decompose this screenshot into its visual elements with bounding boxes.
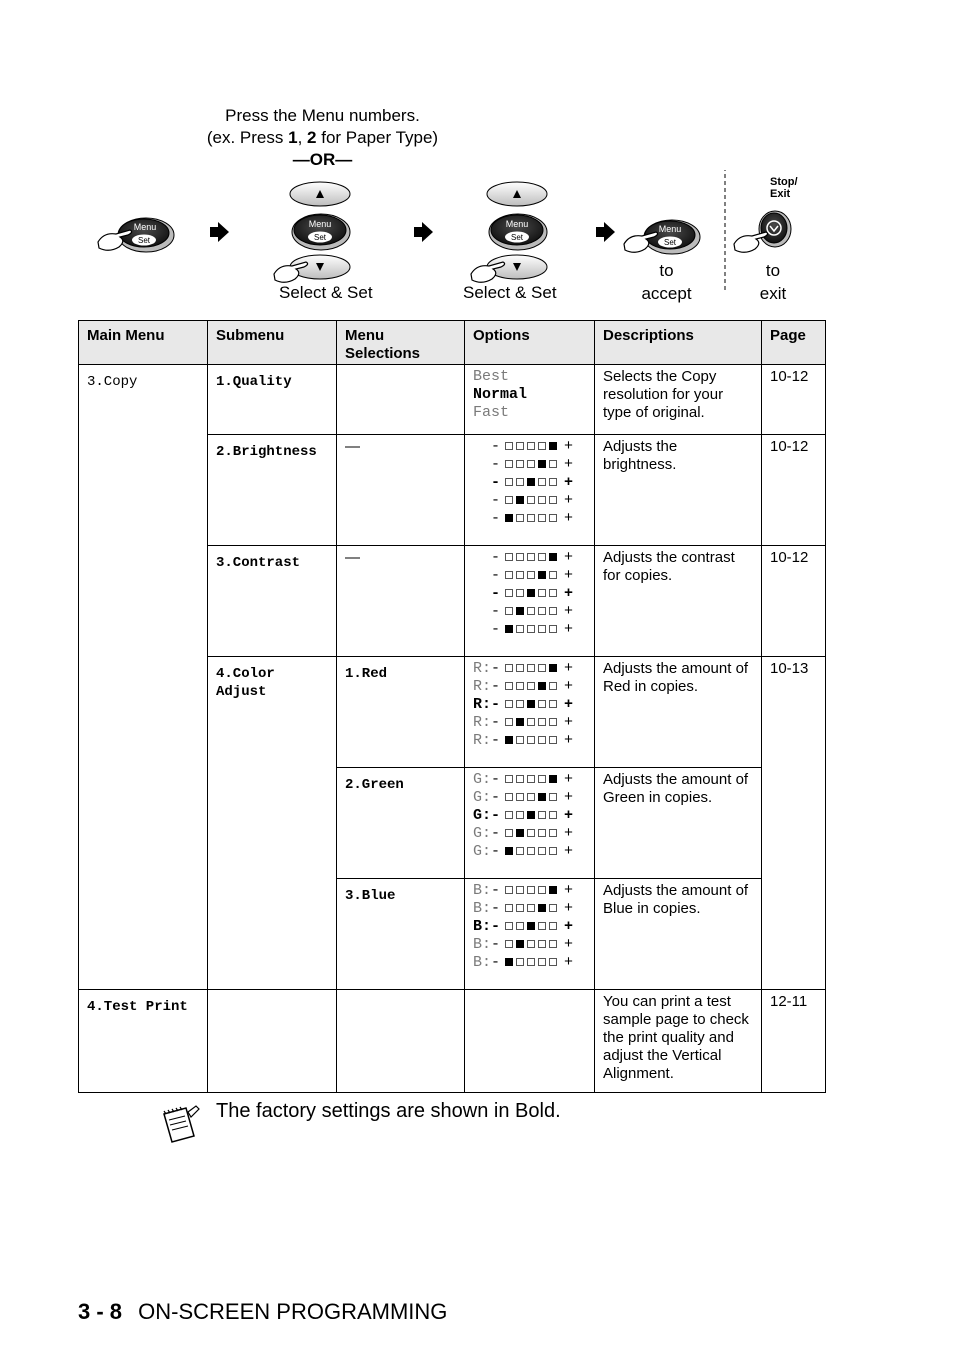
scale-dot — [505, 442, 513, 450]
blue-scale — [465, 879, 595, 990]
scale-dot — [505, 736, 513, 744]
scale-dot — [505, 922, 513, 930]
scale-prefix: B: — [473, 918, 492, 935]
scale-plus: + — [564, 549, 574, 566]
quality-options — [465, 365, 595, 435]
scale-level-row — [473, 771, 586, 789]
scale-plus: + — [564, 882, 574, 899]
red-scale — [465, 657, 595, 768]
scale-dot — [549, 571, 557, 579]
scale-dot — [527, 514, 535, 522]
scale-dot — [527, 625, 535, 633]
scale-plus: + — [564, 678, 574, 695]
svg-text:Set: Set — [313, 233, 327, 242]
scale-dot — [505, 811, 513, 819]
scale-plus: + — [564, 771, 574, 788]
scale-prefix: R: — [473, 696, 492, 713]
scale-minus: - — [491, 603, 501, 620]
scale-dot — [549, 793, 557, 801]
scale-dot — [505, 589, 513, 597]
scale-dot — [527, 793, 535, 801]
svg-text:Menu: Menu — [308, 219, 332, 229]
key-sequence-diagram — [90, 170, 830, 290]
footer — [78, 1299, 447, 1325]
empty-cell — [208, 990, 337, 1093]
scale-dot — [516, 553, 524, 561]
scale-dot — [549, 460, 557, 468]
scale-dot — [527, 718, 535, 726]
scale-dot — [505, 700, 513, 708]
option-normal: Normal — [473, 386, 528, 403]
scale-minus: - — [491, 510, 501, 527]
scale-dot — [549, 700, 557, 708]
scale-dot — [538, 775, 546, 783]
scale-dot — [527, 829, 535, 837]
scale-dot — [516, 811, 524, 819]
copy-menu-table — [78, 320, 826, 1093]
selection-cell — [337, 365, 465, 435]
main-menu-copy: 3.Copy — [79, 365, 208, 990]
scale-minus: - — [491, 732, 501, 749]
scale-dot — [549, 736, 557, 744]
scale-plus: + — [564, 585, 574, 602]
scale-dot — [516, 829, 524, 837]
svg-text:Set: Set — [510, 233, 524, 242]
scale-minus: - — [491, 585, 501, 602]
option-fast: Fast — [473, 404, 510, 421]
scale-plus: + — [564, 696, 574, 713]
scale-plus: + — [564, 732, 574, 749]
scale-dot — [538, 607, 546, 615]
scale-dot — [549, 514, 557, 522]
exit-label: Exit — [770, 188, 791, 200]
scale-minus: - — [491, 807, 501, 824]
scale-plus: + — [564, 492, 574, 509]
scale-dot — [549, 958, 557, 966]
selection-brightness: — — [337, 435, 465, 546]
empty-cell — [465, 990, 595, 1093]
set-key-label: Set — [137, 236, 151, 245]
scale-dot — [505, 664, 513, 672]
scale-level-row — [473, 882, 586, 900]
scale-dot — [527, 571, 535, 579]
submenu-color-adjust: 4.Color Adjust — [208, 657, 337, 990]
table-row — [79, 990, 826, 1093]
scale-dot — [538, 664, 546, 672]
scale-dot — [549, 478, 557, 486]
scale-dot — [527, 442, 535, 450]
scale-dot — [538, 793, 546, 801]
scale-dot — [505, 571, 513, 579]
scale-level-row — [473, 696, 586, 714]
scale-dot — [516, 625, 524, 633]
scale-dot — [505, 775, 513, 783]
scale-dot — [505, 958, 513, 966]
scale-dot — [527, 664, 535, 672]
scale-dot — [527, 607, 535, 615]
scale-level-row — [473, 918, 586, 936]
scale-plus: + — [564, 843, 574, 860]
scale-dot — [516, 922, 524, 930]
scale-level-row — [473, 900, 586, 918]
scale-dot — [505, 940, 513, 948]
brightness-scale — [465, 435, 595, 546]
scale-dot — [527, 847, 535, 855]
scale-dot — [516, 793, 524, 801]
scale-dot — [538, 811, 546, 819]
description-red: Adjusts the amount of Red in copies. — [595, 657, 762, 768]
scale-level-row — [473, 714, 586, 732]
scale-dot — [505, 682, 513, 690]
submenu-contrast: 3.Contrast — [208, 546, 337, 657]
submenu-quality: 1.Quality — [208, 365, 337, 435]
scale-dot — [538, 940, 546, 948]
scale-prefix: G: — [473, 789, 492, 806]
scale-minus: - — [491, 843, 501, 860]
scale-dot — [549, 847, 557, 855]
scale-dot — [538, 922, 546, 930]
scale-dot — [527, 736, 535, 744]
scale-dot — [516, 700, 524, 708]
scale-prefix: G: — [473, 771, 492, 788]
scale-dot — [516, 958, 524, 966]
scale-dot — [527, 940, 535, 948]
scale-level-row — [491, 603, 586, 621]
scale-dot — [538, 478, 546, 486]
scale-minus: - — [491, 789, 501, 806]
navigation-keys-2 — [471, 182, 547, 282]
arrow-right-icon — [596, 222, 615, 242]
scale-dot — [549, 553, 557, 561]
scale-minus: - — [491, 714, 501, 731]
scale-dot — [549, 664, 557, 672]
scale-plus: + — [564, 474, 574, 491]
scale-dot — [538, 736, 546, 744]
scale-dot — [538, 829, 546, 837]
scale-dot — [516, 847, 524, 855]
scale-level-row — [491, 492, 586, 510]
scale-minus: - — [491, 621, 501, 638]
svg-text:Menu: Menu — [505, 219, 529, 229]
scale-prefix: R: — [473, 678, 492, 695]
contrast-scale — [465, 546, 595, 657]
option-best: Best — [473, 368, 510, 385]
scale-plus: + — [564, 456, 574, 473]
scale-dot — [538, 496, 546, 504]
scale-dot — [505, 478, 513, 486]
scale-dot — [538, 625, 546, 633]
caption-select-set-2: Select & Set — [463, 283, 557, 302]
arrow-right-icon — [210, 222, 229, 242]
scale-dot — [505, 904, 513, 912]
scale-level-row — [491, 567, 586, 585]
scale-dot — [527, 958, 535, 966]
scale-plus: + — [564, 621, 574, 638]
scale-dot — [527, 775, 535, 783]
description-blue: Adjusts the amount of Blue in copies. — [595, 879, 762, 990]
scale-dot — [527, 922, 535, 930]
scale-dot — [538, 718, 546, 726]
scale-minus: - — [491, 918, 501, 935]
scale-dot — [527, 496, 535, 504]
scale-minus: - — [491, 660, 501, 677]
navigation-keys-1 — [274, 182, 350, 282]
header-descriptions: Descriptions — [595, 321, 762, 365]
scale-dot — [505, 847, 513, 855]
scale-prefix: B: — [473, 936, 492, 953]
arrow-right-icon — [414, 222, 433, 242]
menu-set-key-accept — [624, 220, 700, 254]
description-quality: Selects the Copy resolution for your type of original. — [595, 365, 762, 435]
scale-dot — [505, 625, 513, 633]
scale-dot — [549, 682, 557, 690]
pointing-hand-icon — [734, 232, 768, 252]
scale-level-row — [473, 678, 586, 696]
scale-dot — [516, 460, 524, 468]
scale-minus: - — [491, 825, 501, 842]
instruction-line-2: (ex. Press 1, 2 for Paper Type) — [206, 128, 439, 147]
scale-dot — [505, 793, 513, 801]
scale-minus: - — [491, 771, 501, 788]
scale-minus: - — [491, 678, 501, 695]
scale-dot — [549, 607, 557, 615]
scale-dot — [516, 571, 524, 579]
submenu-brightness: 2.Brightness — [208, 435, 337, 546]
scale-dot — [538, 847, 546, 855]
scale-prefix: G: — [473, 825, 492, 842]
scale-dot — [549, 496, 557, 504]
scale-dot — [538, 460, 546, 468]
scale-level-row — [473, 843, 586, 861]
description-test-print: You can print a test sample page to check the print quality and adjust the Vertical Alignment. — [595, 990, 762, 1093]
scale-dot — [538, 700, 546, 708]
scale-prefix: B: — [473, 882, 492, 899]
scale-dot — [527, 811, 535, 819]
scale-dot — [549, 940, 557, 948]
scale-dot — [549, 829, 557, 837]
green-scale — [465, 768, 595, 879]
page-number: 3 - 8 — [78, 1299, 123, 1324]
scale-dot — [516, 514, 524, 522]
instruction-block — [180, 105, 465, 171]
scale-dot — [549, 625, 557, 633]
note-text: The factory settings are shown in Bold. — [216, 1100, 561, 1122]
scale-plus: + — [564, 807, 574, 824]
scale-plus: + — [564, 660, 574, 677]
or-label: —OR— — [292, 150, 353, 169]
svg-text:Menu: Menu — [658, 224, 682, 234]
scale-dot — [538, 886, 546, 894]
stop-exit-key — [734, 176, 798, 252]
scale-dot — [516, 886, 524, 894]
scale-level-row — [491, 456, 586, 474]
scale-dot — [527, 904, 535, 912]
scale-plus: + — [564, 603, 574, 620]
scale-level-row — [473, 825, 586, 843]
scale-minus: - — [491, 900, 501, 917]
header-submenu: Submenu — [208, 321, 337, 365]
page-test-print: 12-11 — [762, 990, 826, 1093]
scale-dot — [549, 718, 557, 726]
scale-dot — [549, 811, 557, 819]
scale-dot — [527, 478, 535, 486]
scale-level-row — [491, 549, 586, 567]
scale-plus: + — [564, 789, 574, 806]
caption-to-exit: to exit — [759, 261, 787, 303]
scale-plus: + — [564, 900, 574, 917]
caption-select-set-1: Select & Set — [279, 283, 373, 302]
caption-to-accept: to accept — [641, 261, 692, 303]
scale-prefix: B: — [473, 900, 492, 917]
scale-minus: - — [491, 438, 501, 455]
scale-dot — [527, 589, 535, 597]
scale-dot — [538, 553, 546, 561]
scale-prefix: G: — [473, 807, 492, 824]
scale-dot — [538, 904, 546, 912]
scale-level-row — [491, 438, 586, 456]
scale-dot — [516, 442, 524, 450]
page-contrast: 10-12 — [762, 546, 826, 657]
scale-dot — [516, 607, 524, 615]
scale-minus: - — [491, 456, 501, 473]
scale-dot — [516, 478, 524, 486]
svg-text:Set: Set — [663, 238, 677, 247]
empty-cell — [337, 990, 465, 1093]
scale-dot — [505, 553, 513, 561]
scale-plus: + — [564, 510, 574, 527]
scale-dot — [549, 442, 557, 450]
scale-dot — [505, 718, 513, 726]
scale-plus: + — [564, 936, 574, 953]
scale-dot — [516, 682, 524, 690]
scale-plus: + — [564, 918, 574, 935]
scale-dot — [549, 904, 557, 912]
scale-plus: + — [564, 567, 574, 584]
scale-dot — [516, 589, 524, 597]
scale-level-row — [491, 621, 586, 639]
scale-dot — [527, 886, 535, 894]
scale-minus: - — [491, 882, 501, 899]
scale-plus: + — [564, 438, 574, 455]
scale-dot — [538, 571, 546, 579]
table-row — [79, 365, 826, 435]
header-options: Options — [465, 321, 595, 365]
scale-minus: - — [491, 474, 501, 491]
main-menu-test-print: 4.Test Print — [79, 990, 208, 1093]
selection-contrast: — — [337, 546, 465, 657]
scale-dot — [516, 718, 524, 726]
scale-dot — [505, 886, 513, 894]
description-brightness: Adjusts the brightness. — [595, 435, 762, 546]
stop-label: Stop/ — [770, 176, 798, 188]
scale-dot — [538, 958, 546, 966]
scale-level-row — [473, 954, 586, 972]
scale-prefix: B: — [473, 954, 492, 971]
scale-plus: + — [564, 714, 574, 731]
scale-level-row — [491, 585, 586, 603]
selection-red: 1.Red — [337, 657, 465, 768]
scale-dot — [505, 514, 513, 522]
scale-dot — [516, 664, 524, 672]
scale-dot — [549, 886, 557, 894]
notepad-pencil-icon — [158, 1104, 202, 1146]
scale-minus: - — [491, 549, 501, 566]
scale-prefix: R: — [473, 660, 492, 677]
section-title: ON-SCREEN PROGRAMMING — [138, 1299, 448, 1324]
scale-dot — [505, 607, 513, 615]
scale-dot — [549, 922, 557, 930]
scale-level-row — [491, 474, 586, 492]
menu-set-key-1 — [98, 218, 174, 252]
scale-dot — [516, 940, 524, 948]
scale-dot — [527, 682, 535, 690]
selection-blue: 3.Blue — [337, 879, 465, 990]
scale-level-row — [473, 807, 586, 825]
scale-dot — [516, 736, 524, 744]
scale-dot — [538, 589, 546, 597]
scale-level-row — [491, 510, 586, 528]
scale-dot — [538, 514, 546, 522]
header-page: Page — [762, 321, 826, 365]
scale-prefix: R: — [473, 732, 492, 749]
scale-dot — [527, 460, 535, 468]
table-header-row — [79, 321, 826, 365]
scale-dot — [527, 700, 535, 708]
scale-plus: + — [564, 954, 574, 971]
scale-dot — [549, 775, 557, 783]
instruction-line-1: Press the Menu numbers. — [225, 106, 420, 125]
scale-prefix: R: — [473, 714, 492, 731]
scale-minus: - — [491, 936, 501, 953]
scale-dot — [527, 553, 535, 561]
scale-dot — [516, 775, 524, 783]
page-color-adjust: 10-13 — [762, 657, 826, 990]
scale-dot — [505, 460, 513, 468]
scale-minus: - — [491, 567, 501, 584]
scale-dot — [538, 682, 546, 690]
scale-prefix: G: — [473, 843, 492, 860]
menu-key-label: Menu — [133, 222, 157, 232]
page-quality: 10-12 — [762, 365, 826, 435]
scale-plus: + — [564, 825, 574, 842]
scale-dot — [516, 904, 524, 912]
selection-green: 2.Green — [337, 768, 465, 879]
scale-dot — [505, 829, 513, 837]
scale-dot — [538, 442, 546, 450]
description-green: Adjusts the amount of Green in copies. — [595, 768, 762, 879]
scale-dot — [549, 589, 557, 597]
scale-dot — [516, 496, 524, 504]
page-brightness: 10-12 — [762, 435, 826, 546]
scale-level-row — [473, 660, 586, 678]
scale-level-row — [473, 936, 586, 954]
scale-dot — [505, 496, 513, 504]
scale-level-row — [473, 789, 586, 807]
scale-minus: - — [491, 696, 501, 713]
header-menu-selections: Menu Selections — [337, 321, 465, 365]
scale-level-row — [473, 732, 586, 750]
header-main-menu: Main Menu — [79, 321, 208, 365]
scale-minus: - — [491, 954, 501, 971]
description-contrast: Adjusts the contrast for copies. — [595, 546, 762, 657]
scale-minus: - — [491, 492, 501, 509]
